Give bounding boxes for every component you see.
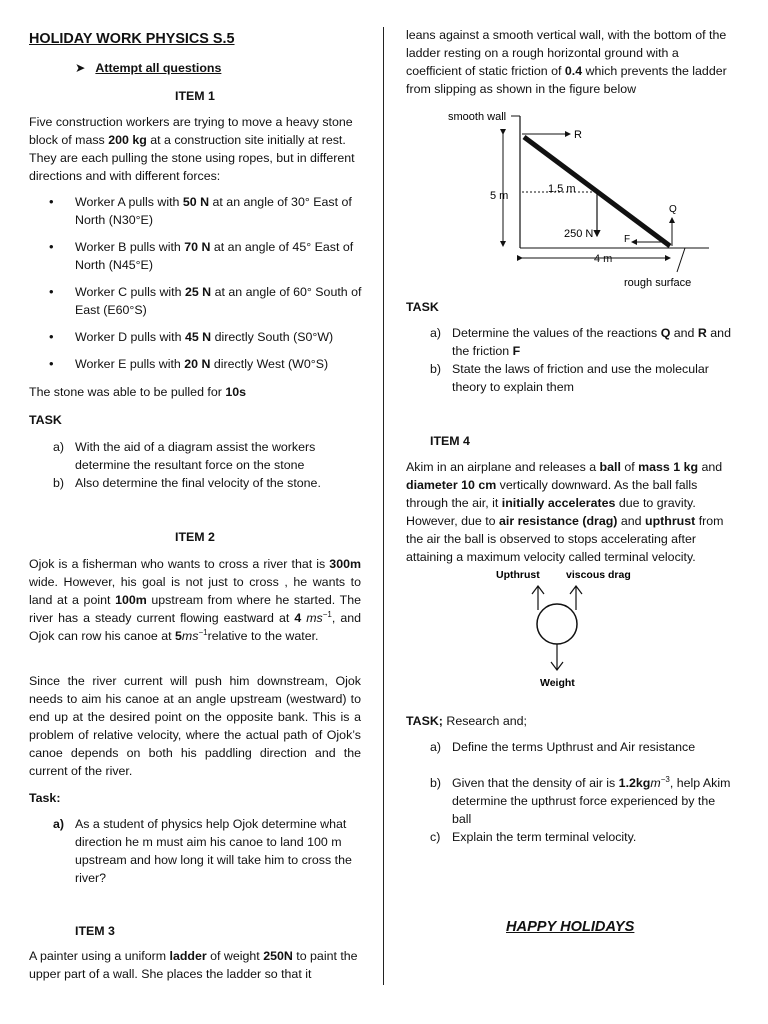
ball-forces-figure (456, 566, 668, 726)
item2-task-label: Task: (29, 791, 61, 805)
ground-label-leader (677, 248, 685, 272)
item1-duration: The stone was able to be pulled for 10s (29, 385, 246, 399)
item3-paragraph-start: A painter using a uniform ladder of weight 250N to paint the upper part of a wall. She places the ladder so that it (29, 949, 358, 981)
item2-paragraph-1: Ojok is a fisherman who wants to cross a river that is 300m wide. However, his goal is not just to cross , he wants to land at a point 100m upstream from where he started. The river has a steady current flowing eastward at 4 $ms^{-1}$, and Ojok can row his canoe at $5ms^{-1}relative$ to the water. (29, 557, 362, 643)
item2-heading: ITEM 2 (175, 530, 215, 544)
item3-task-list (406, 324, 734, 396)
item4-task-intro: TASK; Research and; (406, 714, 527, 728)
list-item: a) With the aid of a diagram assist the workers determine the resultant force on the stone (53, 440, 316, 472)
worker-list (29, 193, 362, 373)
weight-label: 250 N (564, 228, 594, 240)
list-item: a) Define the terms Upthrust and Air resistance (430, 740, 696, 754)
smooth-wall-label: smooth wall (448, 111, 507, 123)
list-item: • Worker E pulls with 20 N directly West (W0°S) (29, 355, 362, 373)
list-item: b) Also determine the final velocity of the stone. (53, 476, 321, 490)
item4-paragraph: Akim in an airplane and releases a ball of mass 1 kg and diameter 10 cm vertically downward. As the ball falls through the air, it initially accelerates due to gravity. However, due to air resistance (drag) and upthrust from the air the ball is observed to stops accelerating after attaining a maximum velocity called terminal velocity. (406, 460, 724, 564)
height-label: 5 m (490, 190, 509, 202)
list-item: b) Given that the density of air is 1.2kgm$^{-3}$, help Akim determine the upthrust force experienced by the ball (430, 774, 731, 826)
item2-task-list (29, 815, 362, 887)
item1-task-list (29, 438, 362, 492)
list-item: • Worker B pulls with 70 N at an angle of 45° East of North (N45°E) (29, 238, 362, 274)
base-label: 4 m (594, 253, 613, 265)
column-divider (383, 27, 384, 985)
item4-heading: ITEM 4 (430, 434, 470, 448)
offset-label: 1.5 m (548, 183, 576, 195)
list-item: a) As a student of physics help Ojok determine what direction he m must aim his canoe to land 100 m upstream and how long it will take him to cross the river? (53, 817, 352, 885)
closing-message: HAPPY HOLIDAYS (506, 919, 635, 935)
page-title: HOLIDAY WORK PHYSICS S.5 (29, 31, 235, 47)
ladder-figure (444, 104, 744, 292)
item2-paragraph-2: Since the river current will push him downstream, Ojok needs to aim his canoe at an angle upstream (westward) to end up at the desired point on the opposite bank. This is a problem of relative velocity, where the actual path of Ojok’s canoe depends on both his paddling direction and the current of the river. (29, 674, 361, 778)
reaction-R-label: R (574, 129, 582, 141)
arrow-bullet-icon: ➤ (75, 61, 86, 75)
rough-surface-label: rough surface (624, 277, 692, 289)
list-item: b) State the laws of friction and use the molecular theory to explain them (430, 362, 709, 394)
list-item: • Worker A pulls with 50 N at an angle of 30° East of North (N30°E) (29, 193, 362, 229)
friction-label: F (624, 234, 631, 245)
ball (537, 604, 577, 644)
list-item: • Worker D pulls with 45 N directly South (S0°W) (29, 328, 362, 346)
item1-intro: Five construction workers are trying to move a heavy stone block of mass 200 kg at a construction site initially at rest. They are each pulling the stone using ropes, but in different directions and with different forces: (29, 115, 355, 183)
instruction: ➤ Attempt all questions (75, 61, 222, 75)
item3-paragraph-continued: leans against a smooth vertical wall, with the bottom of the ladder resting on a rough horizontal ground with a coefficient of static friction of 0.4 which prevents the ladder from slipping as shown in the figure below (406, 28, 727, 96)
list-item: • Worker C pulls with 25 N at an angle of 60° South of East (E60°S) (29, 283, 362, 319)
item3-task-label: TASK (406, 300, 439, 314)
item1-heading: ITEM 1 (175, 89, 215, 103)
item3-heading: ITEM 3 (75, 924, 115, 938)
item4-task-list (406, 738, 734, 846)
list-item: a) Determine the values of the reactions Q and R and the friction F (430, 326, 731, 358)
upthrust-label: Upthrust (496, 569, 540, 581)
reaction-Q-label: Q (669, 204, 677, 215)
item1-task-label: TASK (29, 413, 62, 427)
viscous-drag-label: viscous drag (566, 569, 631, 581)
weight-label: Weight (540, 677, 575, 689)
list-item: c) Explain the term terminal velocity. (430, 830, 637, 844)
